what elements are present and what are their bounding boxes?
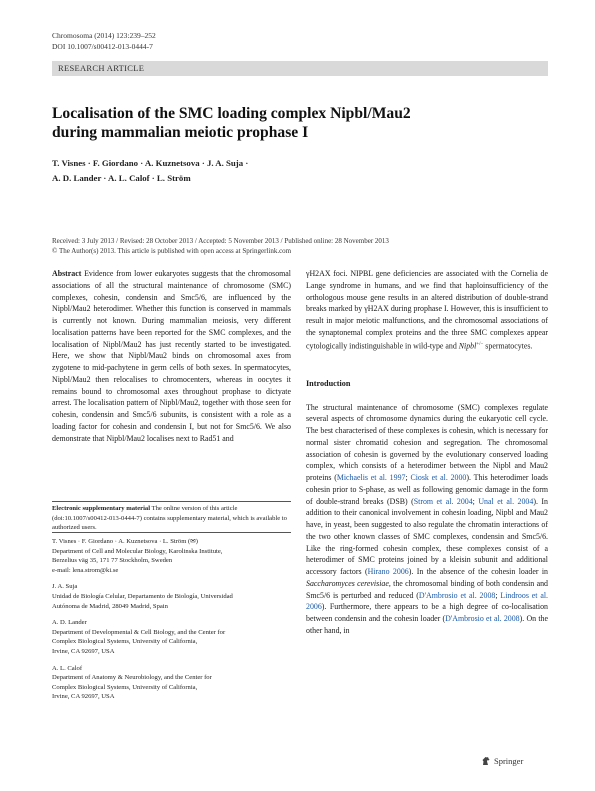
affiliation-institution: Complex Biological Systems, University of California,	[52, 638, 198, 646]
citation-link[interactable]: Lindroos et al. 2006	[306, 590, 548, 612]
received-dates: Received: 3 July 2013 / Revised: 28 October 2013 / Accepted: 5 November 2013 / Published online: 28 November 2013	[52, 237, 389, 245]
species-name: Saccharomyces cerevisiae	[306, 578, 389, 588]
introduction-heading: Introduction	[306, 378, 351, 388]
esm-divider-bottom	[52, 532, 291, 533]
author-list	[52, 156, 522, 186]
affiliation-institution: Complex Biological Systems, University of California,	[52, 683, 198, 691]
affiliation-address: Irvine, CA 92697, USA	[52, 693, 115, 701]
title-line-2: during mammalian meiotic prophase I	[52, 124, 309, 141]
citation-link[interactable]: D'Ambrosio et al. 2008	[445, 614, 520, 624]
journal-citation: Chromosoma (2014) 123:239–252	[52, 31, 156, 40]
affiliation-address: Autónoma de Madrid, 28049 Madrid, Spain	[52, 602, 168, 610]
citation-link[interactable]: Unal et al. 2004	[478, 496, 534, 506]
citation-link[interactable]: Ciosk et al. 2000	[410, 473, 467, 483]
gene-name: Nipbl	[458, 341, 477, 351]
affiliation-madrid	[52, 582, 291, 611]
citation-link[interactable]: Michaelis et al. 1997	[336, 473, 406, 483]
affiliation-irvine-calof	[52, 664, 291, 702]
affiliations	[52, 537, 291, 709]
affiliation-department: Department of Anatomy & Neurobiology, and the Center for	[52, 674, 212, 682]
open-access-notice: © The Author(s) 2013. This article is published with open access at Springerlink.com	[52, 247, 292, 255]
left-column	[52, 268, 291, 444]
affiliation-address: Berzelius väg 35, 171 77 Stockholm, Sweden	[52, 557, 173, 565]
citation-link[interactable]: Strom et al. 2004	[413, 496, 473, 506]
introduction-paragraph: The structural maintenance of chromosome (SMC) complexes regulate several aspects of chromosome dynamics during the eukaryotic cell cycle. The best characterised of these complexes is cohesin, which is necessary for normal sister chromatid cohesion and segregation. The chromosomal association of cohesin is governed by the evolutionary conserved loading complex, which consists of a heterodimer between the Nipbl and Mau2 proteins (Michaelis et al. 1997; Ciosk et al. 2000). This heterodimer loads cohesin prior to S-phase, as well as following genomic damage in the form of double-strand breaks (DSB) (Strom et al. 2004; Unal et al. 2004). In addition to their canonical involvement in cohesin loading, Nipbl and Mau2 have, in yeast, been suggested to also regulate the chromatin interactions of the two other known classes of SMC complexes, condensin and Smc5/6. Like the ring-formed cohesin complex, these complexes consist of a heterodimer of SMC proteins joined by a kleisin subunit and additional accessory factors (Hirano 2006). In the absence of the cohesin loader in Saccharomyces cerevisiae, the chromosomal binding of both condensin and Smc5/6 is perturbed and reduced (D'Ambrosio et al. 2008; Lindroos et al. 2006). Furthermore, there appears to be a high degree of co-localisation between condensin and the cohesin loader (D'Ambrosio et al. 2008). On the other hand, in	[306, 402, 548, 635]
article-type-label: RESEARCH ARTICLE	[58, 63, 145, 73]
corresponding-email[interactable]: e-mail: lena.strom@ki.se	[52, 566, 119, 574]
affiliation-authors: A. L. Calof	[52, 664, 83, 672]
esm-label: Electronic supplementary material	[52, 505, 151, 512]
affiliation-department: Unidad de Biología Celular, Departamento de Biología, Universidad	[52, 592, 233, 600]
doi[interactable]: DOI 10.1007/s00412-013-0444-7	[52, 42, 153, 51]
affiliation-address: Irvine, CA 92697, USA	[52, 647, 115, 655]
publisher-footer	[481, 756, 523, 766]
affiliation-department: Department of Developmental & Cell Biology, and the Center for	[52, 628, 226, 636]
title-line-1: Localisation of the SMC loading complex Nipbl/Mau2	[52, 105, 411, 122]
right-column	[306, 268, 548, 637]
article-title	[52, 104, 532, 142]
journal-header	[52, 30, 156, 52]
esm-text: The online version of this article (doi:10.1007/s00412-013-0444-7) contains supplementary material, which is available to authorized users.	[52, 505, 287, 532]
publisher-name: Springer	[494, 756, 524, 766]
abstract-label: Abstract	[52, 269, 82, 278]
abstract-text: Evidence from lower eukaryotes suggests that the chromosomal associations of all the structural maintenance of chromosome (SMC) complexes, cohesin, condensin and Smc5/6, are influenced by the Nipbl/Mau2 heterodimer. Whether this function is conserved in mammals is currently not known. During mammalian meiosis, very different localisation patterns have been reported for the SMC complexes, and the localisation of Nipbl/Mau2 has just recently started to be investigated. Here, we show that Nipbl/Mau2 binds on chromosomal axes from zygotene to mid-pachytene in germ cells of both sexes. In spermatocytes, Nipbl/Mau2 then relocalises to chromocenters, whereas in oocytes it remains bound to chromosomal axes throughout prophase to dictyate arrest. The localisation pattern of Nipbl/Mau2, together with those seen for cohesin, condensin and Smc5/6 subunits, is consistent with a role as a loading factor for cohesin and condensin I, but not for Smc5/6. We also demonstrate that Nipbl/Mau2 localises next to Rad51 and	[52, 269, 291, 443]
affiliation-stockholm	[52, 537, 291, 575]
supplementary-material-note	[52, 504, 291, 533]
citation-link[interactable]: D'Ambrosio et al. 2008	[418, 590, 496, 600]
citation-link[interactable]: Hirano 2006	[367, 567, 409, 577]
affiliation-irvine-lander	[52, 618, 291, 656]
abstract-paragraph	[52, 268, 291, 444]
esm-divider-top	[52, 501, 291, 502]
affiliation-authors: T. Visnes · F. Giordano · A. Kuznetsova · L. Ström (✉)	[52, 538, 198, 545]
authors-line-1: T. Visnes · F. Giordano · A. Kuznetsova · J. A. Suja ·	[52, 158, 249, 168]
affiliation-authors: A. D. Lander	[52, 619, 87, 627]
affiliation-authors: J. A. Suja	[52, 583, 78, 591]
authors-line-2: A. D. Lander · A. L. Calof · L. Ström	[52, 173, 191, 183]
affiliation-department: Department of Cell and Molecular Biology, Karolinska Institute,	[52, 547, 223, 555]
abstract-continuation: γH2AX foci. NIPBL gene deficiencies are associated with the Cornelia de Lange syndrome in humans, and we find that haploinsufficiency of the orthologous mouse gene results in an altered distribution of double-strand breaks marked by γH2AX during prophase I. However, this is insufficient to result in major meiotic malfunctions, and the chromosomal associations of the synaptonemal complex proteins and the three SMC complexes appear cytologically indistinguishable in wild-type and Nipbl+/− spermatocytes.	[306, 269, 548, 351]
publication-history	[52, 236, 548, 256]
genotype-superscript: +/−	[476, 341, 484, 347]
article-type-bar	[52, 61, 548, 76]
springer-horse-icon	[481, 756, 491, 766]
